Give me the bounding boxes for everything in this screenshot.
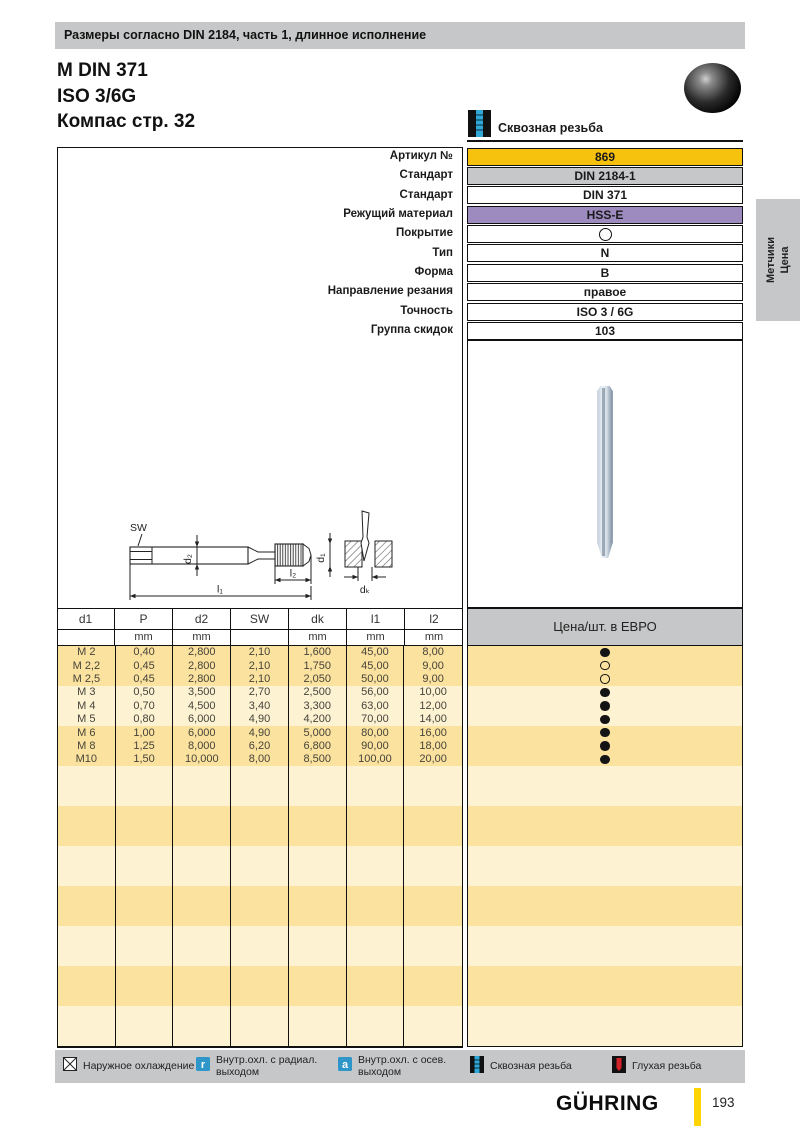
table-cell: 2,10 bbox=[248, 659, 271, 672]
property-value: HSS-E bbox=[467, 206, 743, 224]
property-labels bbox=[57, 147, 463, 341]
table-cell: 80,00 bbox=[361, 726, 389, 739]
table-cell: 2,500 bbox=[303, 686, 331, 699]
price-dot bbox=[600, 661, 610, 671]
thread-type-label: Сквозная резьба bbox=[498, 121, 603, 135]
page-header-bar: Размеры согласно DIN 2184, часть 1, длинное исполнение bbox=[55, 22, 745, 49]
property-values bbox=[467, 147, 743, 341]
property-label: Стандарт bbox=[399, 188, 453, 201]
table-cell: 0,40 bbox=[133, 646, 155, 659]
price-column-header: Цена/шт. в ЕВРО bbox=[467, 608, 743, 646]
dimension-column-header: l1 bbox=[347, 609, 405, 630]
dimension-table-body bbox=[57, 646, 463, 1047]
table-cell: 2,10 bbox=[248, 646, 271, 659]
external-cooling-icon bbox=[63, 1057, 77, 1076]
brand-logo: GÜHRING bbox=[556, 1092, 659, 1115]
property-label: Форма bbox=[414, 266, 453, 279]
table-cell: M 6 bbox=[77, 726, 96, 739]
sidebar-tab-line2: Цена bbox=[779, 246, 791, 274]
property-value: N bbox=[467, 244, 743, 262]
legend-item-through-thread bbox=[470, 1050, 572, 1083]
svg-text:a: a bbox=[341, 1059, 349, 1071]
dim-label-l1: l₁ bbox=[217, 583, 223, 596]
dimension-column-unit bbox=[57, 630, 115, 646]
price-dot bbox=[600, 755, 610, 765]
dim-label-sw: SW bbox=[130, 522, 147, 534]
price-column-body bbox=[467, 646, 743, 1047]
page-number: 193 bbox=[712, 1095, 735, 1110]
price-dot bbox=[600, 701, 610, 711]
dimension-column-unit: mm bbox=[405, 630, 463, 646]
table-cell: 20,00 bbox=[419, 753, 447, 766]
property-value bbox=[467, 225, 743, 243]
table-cell: 2,050 bbox=[303, 672, 331, 685]
table-cell: 9,00 bbox=[422, 659, 444, 672]
table-cell: 18,00 bbox=[419, 739, 447, 752]
dimension-table-column bbox=[289, 646, 347, 1046]
price-dot bbox=[600, 741, 610, 751]
table-cell: M 5 bbox=[77, 713, 96, 726]
through-thread-icon bbox=[470, 1056, 484, 1078]
tap-product-photo bbox=[592, 386, 618, 558]
property-label: Точность bbox=[400, 304, 453, 317]
table-cell: M 2,2 bbox=[72, 659, 101, 672]
property-value: 103 bbox=[467, 322, 743, 340]
table-cell: 1,50 bbox=[133, 753, 155, 766]
property-value: DIN 371 bbox=[467, 186, 743, 204]
dimension-table-column bbox=[347, 646, 405, 1046]
property-value: 869 bbox=[467, 148, 743, 166]
legend-item-external-cooling bbox=[63, 1050, 194, 1083]
legend-item-blind-thread bbox=[612, 1050, 701, 1083]
title-line-3: Компас стр. 32 bbox=[57, 111, 196, 132]
legend-item-internal-coolant-radial bbox=[196, 1050, 317, 1083]
thread-type-indicator bbox=[468, 108, 603, 137]
footer-accent-bar bbox=[694, 1088, 701, 1126]
dimension-table-column bbox=[58, 646, 116, 1046]
price-dot bbox=[600, 648, 610, 658]
table-cell: 50,00 bbox=[361, 672, 389, 685]
table-cell: 12,00 bbox=[419, 699, 447, 712]
black-sphere-image bbox=[684, 63, 741, 113]
table-cell: 63,00 bbox=[361, 699, 389, 712]
dimension-column-header: l2 bbox=[405, 609, 463, 630]
sidebar-tab-line1: Метчики bbox=[765, 237, 777, 283]
table-cell: 10,00 bbox=[419, 686, 447, 699]
table-cell: 2,800 bbox=[188, 659, 216, 672]
blind-thread-icon bbox=[612, 1056, 626, 1078]
internal-coolant-radial-icon bbox=[196, 1057, 210, 1076]
table-cell: M 8 bbox=[77, 739, 96, 752]
table-cell: 8,00 bbox=[422, 646, 444, 659]
table-cell: 10,000 bbox=[184, 753, 219, 766]
title-line-1: M DIN 371 bbox=[57, 60, 148, 81]
dimension-column-unit: mm bbox=[289, 630, 347, 646]
dimension-column-unit bbox=[231, 630, 289, 646]
property-label: Тип bbox=[432, 246, 453, 259]
table-cell: 8,00 bbox=[248, 753, 271, 766]
price-dot bbox=[600, 688, 610, 698]
property-label: Покрытие bbox=[396, 227, 453, 240]
table-cell: 90,00 bbox=[361, 739, 389, 752]
table-cell: 45,00 bbox=[361, 646, 389, 659]
table-cell: 100,00 bbox=[358, 753, 392, 766]
table-cell: 9,00 bbox=[422, 672, 444, 685]
table-cell: M 4 bbox=[77, 699, 96, 712]
through-thread-icon bbox=[468, 110, 491, 137]
legend-label: Глухая резьба bbox=[632, 1059, 702, 1072]
dimension-column-unit: mm bbox=[173, 630, 231, 646]
property-value: ISO 3 / 6G bbox=[467, 303, 743, 321]
table-cell: 1,25 bbox=[133, 739, 155, 752]
dim-label-d1: d₁ bbox=[315, 553, 327, 563]
table-cell: 70,00 bbox=[361, 713, 389, 726]
property-label: Режущий материал bbox=[343, 208, 453, 221]
dimension-table-column bbox=[116, 646, 174, 1046]
table-cell: 8,500 bbox=[303, 753, 331, 766]
dim-label-l2: l₂ bbox=[289, 567, 297, 580]
dimension-column-header: SW bbox=[231, 609, 289, 630]
dimension-column-unit: mm bbox=[347, 630, 405, 646]
table-cell: 4,90 bbox=[248, 726, 271, 739]
table-cell: 6,000 bbox=[188, 726, 216, 739]
dimension-table-column bbox=[231, 646, 289, 1046]
table-cell: 1,00 bbox=[133, 726, 155, 739]
legend-label: Внутр.охл. с радиал. выходом bbox=[216, 1054, 318, 1078]
dimension-column-unit: mm bbox=[115, 630, 173, 646]
internal-coolant-axial-icon bbox=[338, 1057, 352, 1076]
price-dot bbox=[600, 715, 610, 725]
legend-item-internal-coolant-axial bbox=[338, 1050, 446, 1083]
dimension-column-header: d1 bbox=[57, 609, 115, 630]
table-cell: M 2,5 bbox=[72, 672, 101, 685]
table-cell: 3,500 bbox=[188, 686, 216, 699]
sidebar-tab-taps-price[interactable] bbox=[756, 199, 800, 321]
table-cell: 4,200 bbox=[303, 713, 331, 726]
table-cell: 3,300 bbox=[303, 699, 331, 712]
table-cell: 0,70 bbox=[133, 699, 155, 712]
table-cell: 5,000 bbox=[303, 726, 331, 739]
dimension-column-header: P bbox=[115, 609, 173, 630]
svg-text:r: r bbox=[200, 1059, 206, 1071]
dimension-table-column bbox=[173, 646, 231, 1046]
dimension-table-units bbox=[57, 630, 463, 646]
technical-drawing bbox=[92, 503, 442, 607]
dimension-table-header bbox=[57, 608, 463, 630]
property-value: правое bbox=[467, 283, 743, 301]
property-value: DIN 2184-1 bbox=[467, 167, 743, 185]
table-cell: 3,40 bbox=[248, 699, 271, 712]
table-cell: 6,20 bbox=[248, 739, 271, 752]
legend-label: Сквозная резьба bbox=[490, 1059, 572, 1072]
table-cell: 4,500 bbox=[188, 699, 216, 712]
product-photo-box bbox=[467, 340, 743, 608]
dim-label-d2: d₂ bbox=[182, 554, 194, 564]
table-cell: 2,800 bbox=[188, 672, 216, 685]
table-cell: M 3 bbox=[77, 686, 96, 699]
legend-label: Наружное охлаждение bbox=[83, 1059, 195, 1072]
table-cell: 0,45 bbox=[133, 672, 155, 685]
table-cell: 14,00 bbox=[419, 713, 447, 726]
property-label: Стандарт bbox=[399, 169, 453, 182]
table-cell: 8,000 bbox=[188, 739, 216, 752]
separator-line bbox=[467, 140, 743, 142]
table-cell: 0,45 bbox=[133, 659, 155, 672]
dimension-column-header: dk bbox=[289, 609, 347, 630]
table-cell: 0,50 bbox=[133, 686, 155, 699]
dimension-table-column bbox=[404, 646, 462, 1046]
legend-label: Внутр.охл. с осев. выходом bbox=[358, 1054, 447, 1078]
property-label: Артикул № bbox=[389, 150, 453, 162]
table-cell: M10 bbox=[75, 753, 98, 766]
property-label: Группа скидок bbox=[370, 324, 453, 337]
property-label: Направление резания bbox=[327, 285, 453, 298]
dimension-column-header: d2 bbox=[173, 609, 231, 630]
table-cell: 1,600 bbox=[303, 646, 331, 659]
table-cell: 2,70 bbox=[248, 686, 271, 699]
page-title bbox=[57, 58, 195, 135]
table-cell: 2,10 bbox=[248, 672, 271, 685]
table-cell: 16,00 bbox=[419, 726, 447, 739]
coating-circle-icon bbox=[599, 228, 612, 241]
table-cell: 45,00 bbox=[361, 659, 389, 672]
table-cell: M 2 bbox=[77, 646, 96, 659]
dim-label-dk: dₖ bbox=[359, 584, 371, 596]
price-dot bbox=[600, 674, 610, 684]
table-cell: 56,00 bbox=[361, 686, 389, 699]
table-cell: 2,800 bbox=[188, 646, 216, 659]
table-cell: 1,750 bbox=[303, 659, 331, 672]
title-line-2: ISO 3/6G bbox=[57, 85, 137, 107]
table-cell: 0,80 bbox=[133, 713, 155, 726]
table-cell: 6,000 bbox=[188, 713, 216, 726]
legend-bar bbox=[55, 1050, 745, 1083]
property-value: B bbox=[467, 264, 743, 282]
table-cell: 6,800 bbox=[303, 739, 331, 752]
table-cell: 4,90 bbox=[248, 713, 271, 726]
price-dot bbox=[600, 728, 610, 738]
